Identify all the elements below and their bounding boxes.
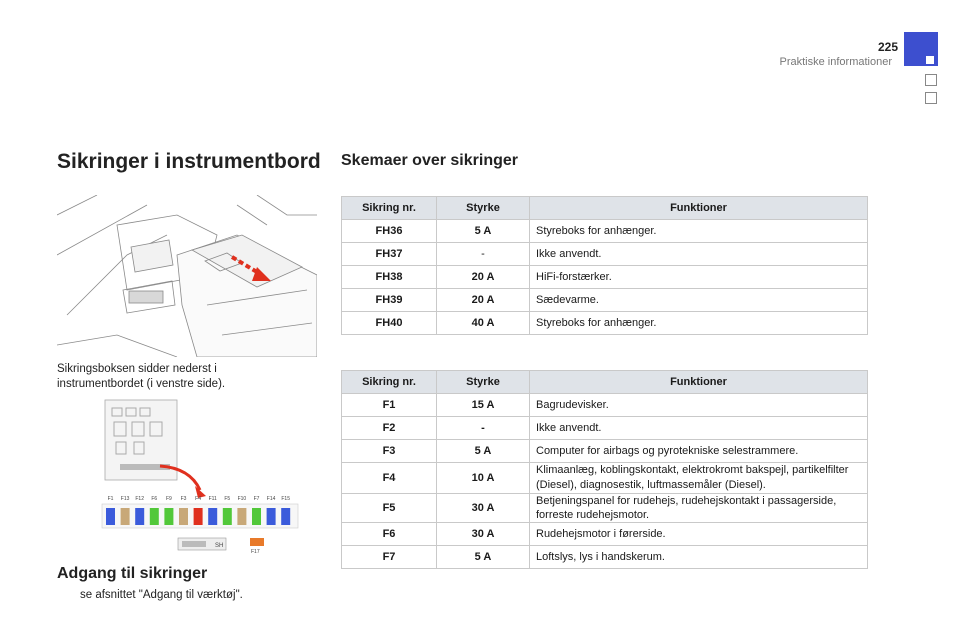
fuse-f4 (194, 508, 203, 525)
fuse-function: Computer for airbags og pyrotekniske selestrammere. (530, 440, 868, 463)
fuse-function: Ikke anvendt. (530, 243, 868, 266)
fuse-label: F15 (281, 496, 291, 502)
fuse-f10 (237, 508, 246, 525)
fuse-label: F14 (266, 496, 276, 502)
fuse-sh-label: SH (215, 543, 224, 549)
fuse-nr: FH40 (342, 312, 437, 335)
fuse-label: F6 (151, 496, 158, 502)
fuse-f1 (106, 508, 115, 525)
page-number: 225 (877, 40, 898, 54)
fuse-f14 (267, 508, 276, 525)
fuse-label: F4 (195, 496, 202, 502)
fuse-table-f (341, 370, 868, 569)
col-header-styrke: Styrke (437, 371, 530, 394)
fuse-label: F13 (120, 496, 130, 502)
fuse-nr: FH39 (342, 289, 437, 312)
nav-square-icon (925, 74, 937, 86)
fuse-nr: FH38 (342, 266, 437, 289)
fuse-rating: 10 A (437, 463, 530, 494)
fuse-f5 (223, 508, 232, 525)
fuse-label: F10 (237, 496, 247, 502)
fuse-f3 (179, 508, 188, 525)
fuse-rating: - (437, 243, 530, 266)
col-header-nr: Sikring nr. (342, 197, 437, 220)
col-header-styrke: Styrke (437, 197, 530, 220)
table-row (342, 417, 868, 440)
fuse-table-fh (341, 196, 868, 335)
access-instruction-text: se afsnittet "Adgang til værktøj". (80, 589, 243, 601)
table-row (342, 494, 868, 523)
table-row (342, 289, 868, 312)
fuse-label: F12 (135, 496, 145, 502)
fuse-label: F5 (224, 496, 231, 502)
fuse-function: HiFi-forstærker. (530, 266, 868, 289)
fuse-f12 (135, 508, 144, 525)
fuse-nr: F1 (342, 394, 437, 417)
fusebox-location-caption: Sikringsboksen sidder nederst i instrumentbordet (i venstre side). (57, 363, 226, 390)
fuse-function: Ikke anvendt. (530, 417, 868, 440)
fuse-label-row (108, 496, 291, 502)
fuse-rating: - (437, 417, 530, 440)
fuse-rating: 20 A (437, 266, 530, 289)
fuse-function: Styreboks for anhænger. (530, 312, 868, 335)
fuse-label: F1 (107, 496, 114, 502)
fusebox-diagram (100, 398, 300, 556)
fuse-rating: 20 A (437, 289, 530, 312)
fuse-rating: 5 A (437, 440, 530, 463)
dashboard-fusebox-illustration (57, 195, 317, 357)
fuse-rating: 40 A (437, 312, 530, 335)
fuse-nr: F3 (342, 440, 437, 463)
fuse-label: F11 (208, 496, 217, 502)
fuse-function: Bagrudevisker. (530, 394, 868, 417)
fuse-f7 (252, 508, 261, 525)
fuse-rating: 30 A (437, 494, 530, 523)
nav-square-icon (925, 92, 937, 104)
fuse-rating: 5 A (437, 546, 530, 569)
table-row (342, 463, 868, 494)
fuse-function: Loftslys, lys i handskerum. (530, 546, 868, 569)
access-heading: Adgang til sikringer (57, 565, 208, 582)
col-header-nr: Sikring nr. (342, 371, 437, 394)
fuse-function: Rudehejsmotor i førerside. (530, 523, 868, 546)
fuse-function: Sædevarme. (530, 289, 868, 312)
table-row (342, 546, 868, 569)
fuse-function: Styreboks for anhænger. (530, 220, 868, 243)
access-instruction (62, 589, 243, 601)
fuse-function: Betjeningspanel for rudehejs, rudehejskontakt i passagerside, forreste rudehejsmotor. (530, 494, 868, 523)
fuse-nr: FH37 (342, 243, 437, 266)
fuse-f6 (150, 508, 159, 525)
fuse-rating: 5 A (437, 220, 530, 243)
fuse-nr: F6 (342, 523, 437, 546)
table-row (342, 394, 868, 417)
fuse-rating: 15 A (437, 394, 530, 417)
fuse-label: F9 (165, 496, 172, 502)
fuse-nr: F2 (342, 417, 437, 440)
table-row (342, 266, 868, 289)
page-title: Sikringer i instrumentbord (57, 150, 321, 173)
fuse-f13 (121, 508, 130, 525)
fuse-f11 (208, 508, 217, 525)
section-label: Praktiske informationer (779, 56, 892, 68)
fuse-function: Klimaanlæg, koblingskontakt, elektrokromt bakspejl, partikelfilter (Diesel), diagnosestik, luftmassemåler (Diesel). (530, 463, 868, 494)
table-row (342, 220, 868, 243)
fuse-nr: F4 (342, 463, 437, 494)
fuse-f17 (250, 538, 264, 546)
fuse-nr: FH36 (342, 220, 437, 243)
fuse-nr: F7 (342, 546, 437, 569)
fuse-f17-label: F17 (251, 549, 260, 555)
fuse-label: F3 (180, 496, 187, 502)
table-row (342, 440, 868, 463)
fuse-nr: F5 (342, 494, 437, 523)
tables-heading: Skemaer over sikringer (341, 152, 518, 169)
fuse-label: F7 (253, 496, 260, 502)
fuse-f15 (281, 508, 290, 525)
table-row (342, 243, 868, 266)
col-header-funktioner: Funktioner (530, 197, 868, 220)
section-tab-marker (926, 56, 934, 64)
fuse-rating: 30 A (437, 523, 530, 546)
col-header-funktioner: Funktioner (530, 371, 868, 394)
fuse-f9 (164, 508, 173, 525)
table-row (342, 523, 868, 546)
table-row (342, 312, 868, 335)
